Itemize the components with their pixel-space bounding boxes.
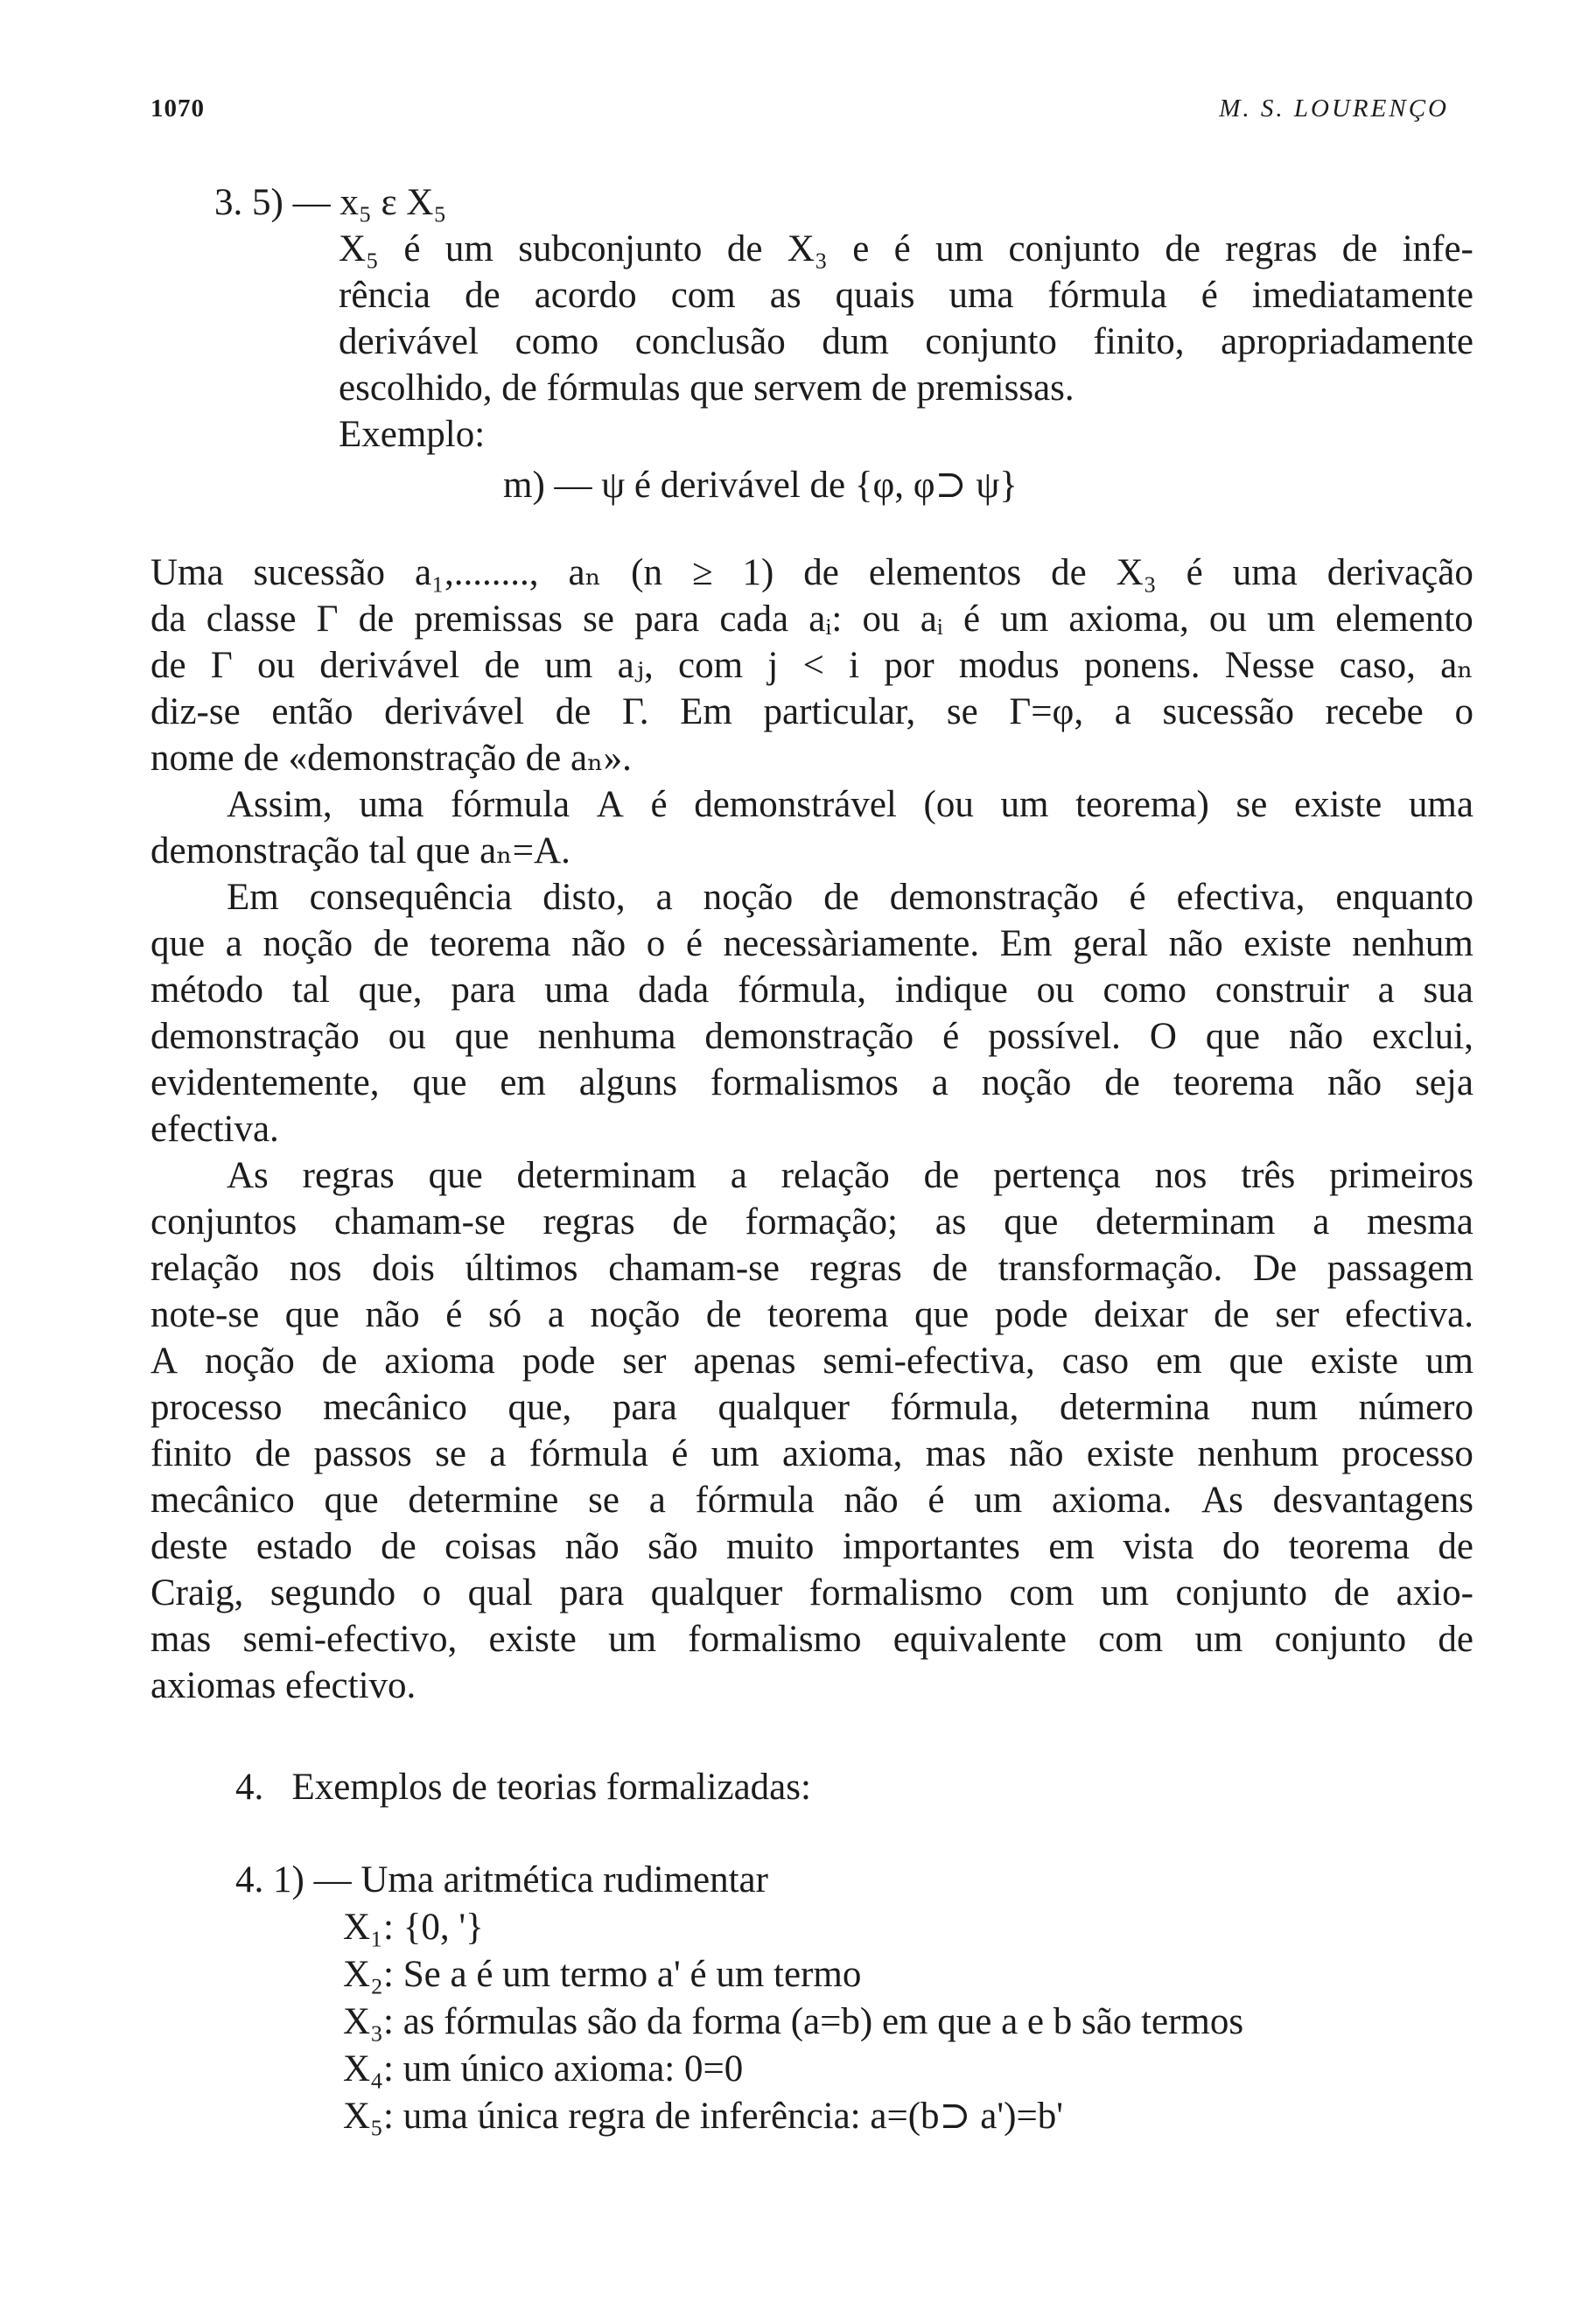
list-item: X₂: Se a é um termo a' é um termo bbox=[343, 1954, 862, 1995]
example-formula: m) — ψ é derivável de {φ, φ⊃ ψ} bbox=[503, 465, 1018, 506]
text-line: axiomas efectivo. bbox=[150, 1665, 416, 1706]
text-line: derivável como conclusão dum conjunto finito, apropriadamente bbox=[339, 321, 1474, 362]
list-item: X₅: uma única regra de inferência: a=(b⊃ a')=b' bbox=[343, 2096, 1063, 2137]
page-header bbox=[150, 94, 1449, 130]
text-line: note-se que não é só a noção de teorema que pode deixar de ser efectiva. bbox=[150, 1294, 1474, 1335]
text-line: processo mecânico que, para qualquer fórmula, determina num número bbox=[150, 1387, 1474, 1428]
text-line: As regras que determinam a relação de pertença nos três primeiros bbox=[227, 1155, 1474, 1196]
text-line: mas semi-efectivo, existe um formalismo equivalente com um conjunto de bbox=[150, 1619, 1474, 1660]
section-heading: 3. 5) — x₅ ε X₅ bbox=[214, 182, 447, 223]
text-line: mecânico que determine se a fórmula não é um axioma. As desvantagens bbox=[150, 1480, 1474, 1521]
text-line: Craig, segundo o qual para qualquer formalismo com um conjunto de axio- bbox=[150, 1572, 1474, 1614]
list-item: X₁: {0, '} bbox=[343, 1907, 484, 1948]
example-label: Exemplo: bbox=[339, 414, 486, 455]
text-line: deste estado de coisas não são muito importantes em vista do teorema de bbox=[150, 1526, 1474, 1567]
list-item: X₄: um único axioma: 0=0 bbox=[343, 2048, 744, 2090]
text-line: conjuntos chamam-se regras de formação; as que determinam a mesma bbox=[150, 1201, 1474, 1242]
text-line: finito de passos se a fórmula é um axioma, mas não existe nenhum processo bbox=[150, 1433, 1474, 1474]
text-line: método tal que, para uma dada fórmula, indique ou como construir a sua bbox=[150, 970, 1474, 1011]
text-line: Assim, uma fórmula A é demonstrável (ou um teorema) se existe uma bbox=[227, 784, 1474, 825]
text-line: demonstração tal que aₙ=A. bbox=[150, 830, 570, 872]
text-line: da classe Γ de premissas se para cada aᵢ: ou aᵢ é um axioma, ou um elemento bbox=[150, 598, 1474, 640]
text-line: que a noção de teorema não o é necessàriamente. Em geral não existe nenhum bbox=[150, 923, 1474, 964]
page-number: 1070 bbox=[150, 94, 205, 122]
text-line: evidentemente, que em alguns formalismos a noção de teorema não seja bbox=[150, 1062, 1474, 1103]
section-heading: 4. Exemplos de teorias formalizadas: bbox=[235, 1767, 811, 1808]
running-head: M. S. LOURENÇO bbox=[1219, 94, 1449, 122]
text-line: demonstração ou que nenhuma demonstração é possível. O que não exclui, bbox=[150, 1016, 1474, 1057]
text-line: de Γ ou derivável de um aⱼ, com j < i por modus ponens. Nesse caso, aₙ bbox=[150, 645, 1474, 686]
text-line: Uma sucessão a₁,........, aₙ (n ≥ 1) de elementos de X₃ é uma derivação bbox=[150, 552, 1474, 593]
text-line: efectiva. bbox=[150, 1109, 279, 1150]
text-line: Em consequência disto, a noção de demonstração é efectiva, enquanto bbox=[227, 877, 1474, 918]
text-line: escolhido, de fórmulas que servem de premissas. bbox=[339, 368, 1074, 409]
list-item: X₃: as fórmulas são da forma (a=b) em que a e b são termos bbox=[343, 2001, 1244, 2042]
section-heading: 4. 1) — Uma aritmética rudimentar bbox=[235, 1859, 768, 1900]
text-line: nome de «demonstração de aₙ». bbox=[150, 738, 632, 779]
text-line: relação nos dois últimos chamam-se regras de transformação. De passagem bbox=[150, 1248, 1474, 1289]
text-line: X₅ é um subconjunto de X₃ e é um conjunto de regras de infe- bbox=[339, 228, 1474, 270]
text-line: A noção de axioma pode ser apenas semi-efectiva, caso em que existe um bbox=[150, 1340, 1474, 1382]
text-line: rência de acordo com as quais uma fórmula é imediatamente bbox=[339, 275, 1474, 316]
text-line: diz-se então derivável de Γ. Em particular, se Γ=φ, a sucessão recebe o bbox=[150, 691, 1474, 732]
